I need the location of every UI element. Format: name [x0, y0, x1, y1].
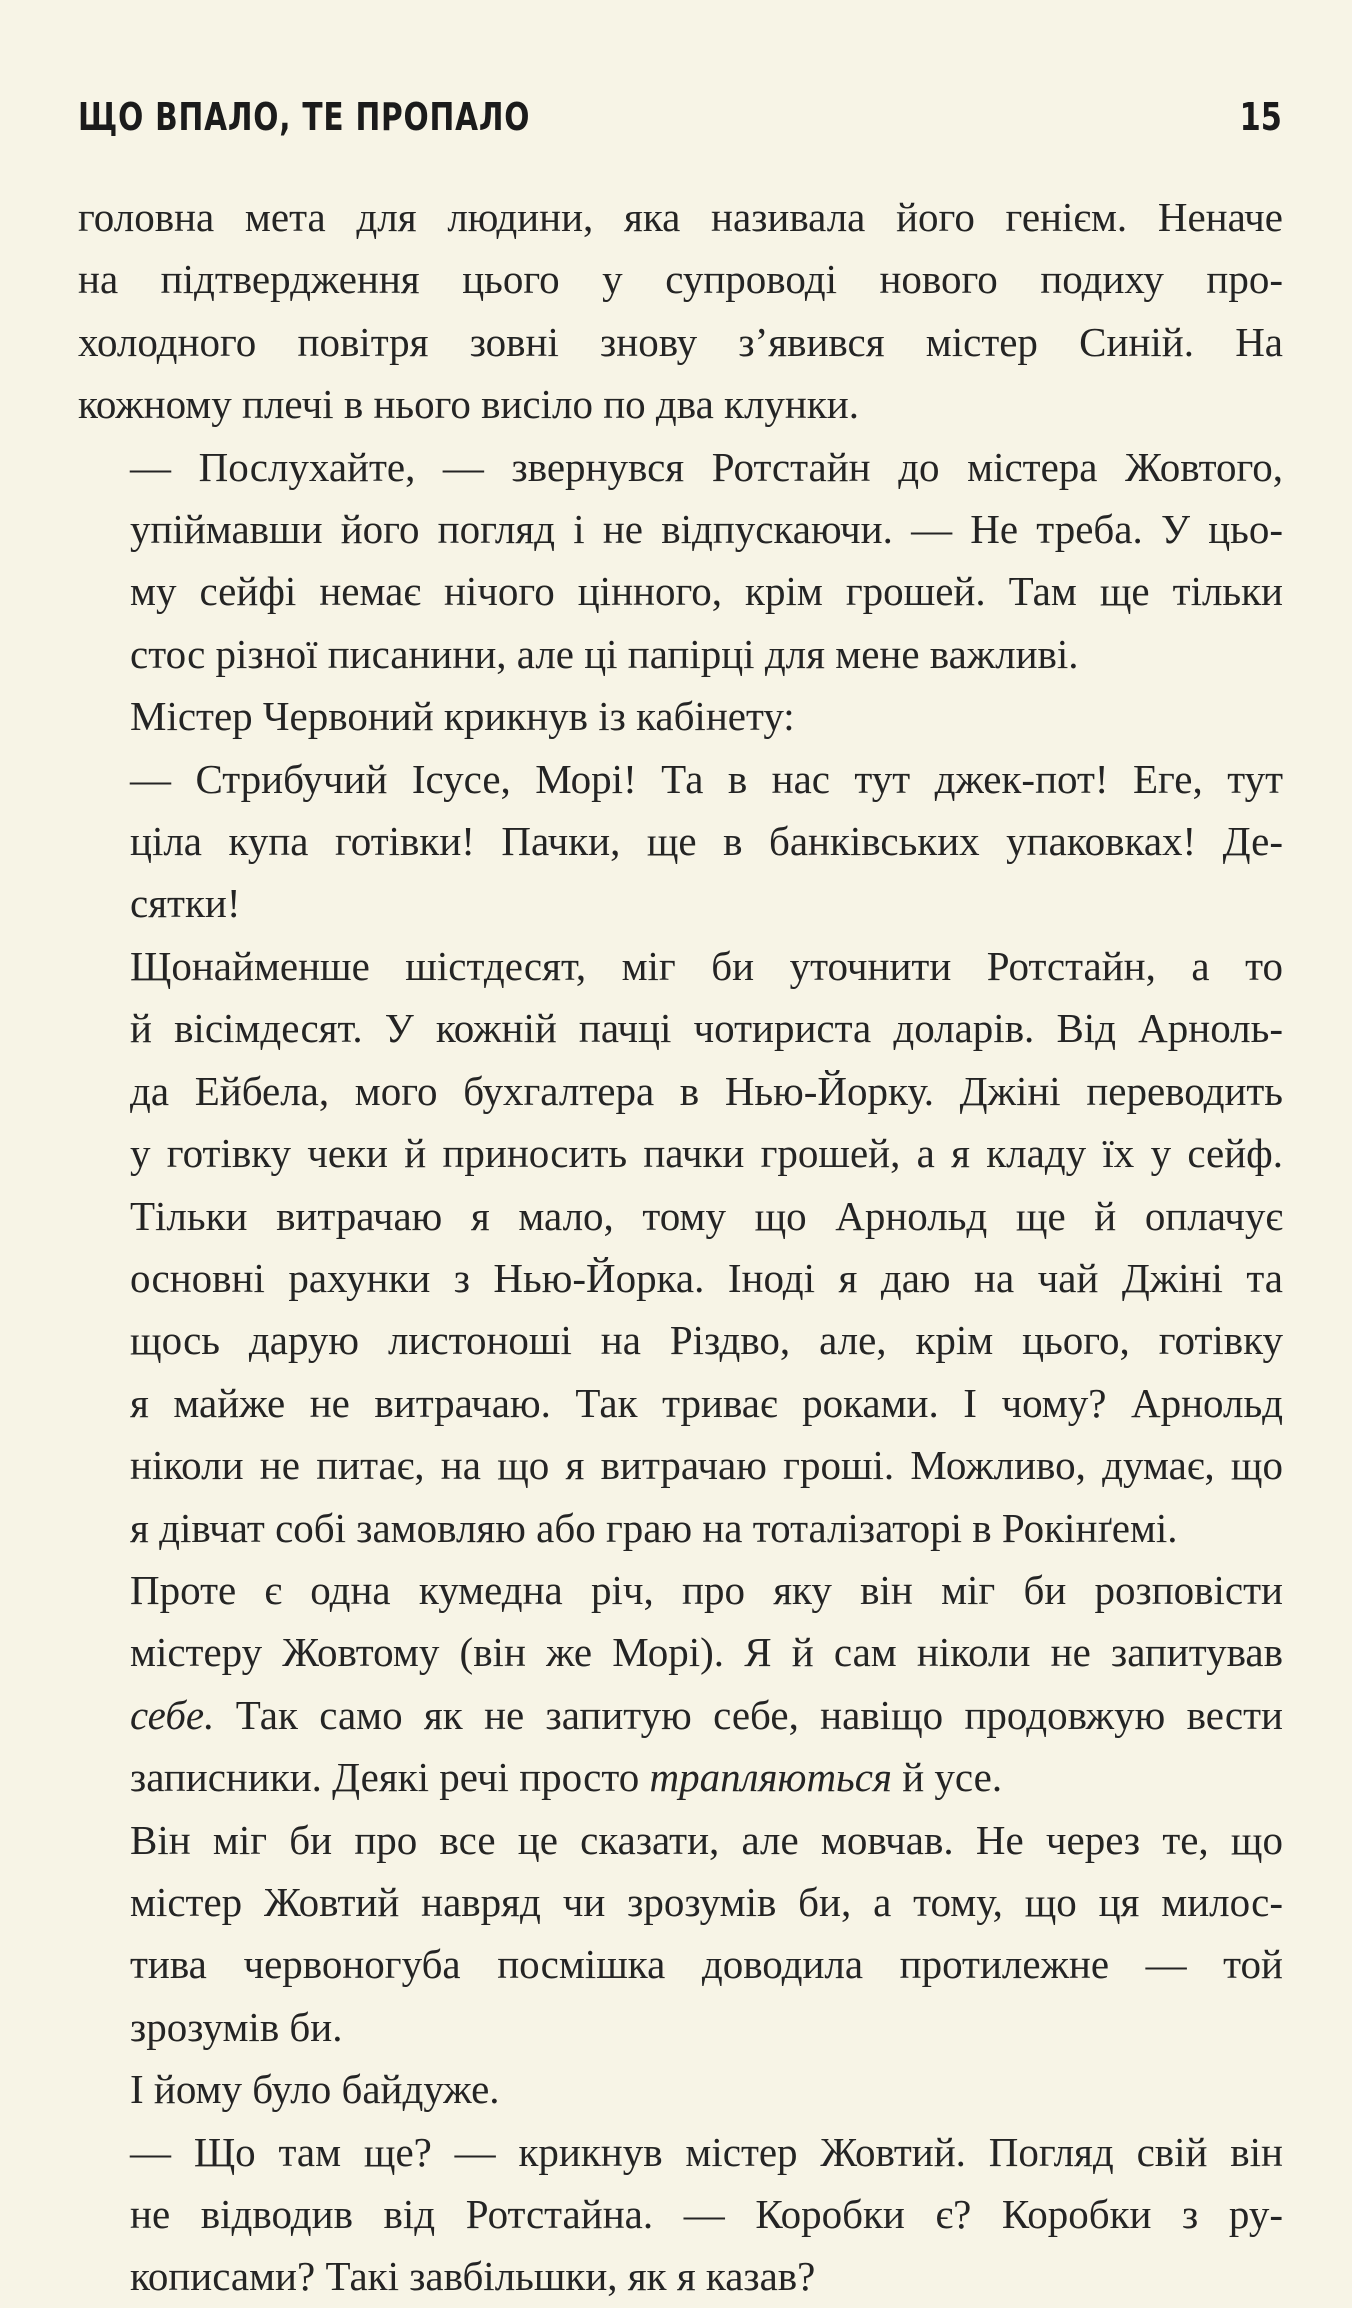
text-line: да Ейбела, мого бухгалтера в Нью-Йорку. Джіні переводить: [130, 1067, 1283, 1114]
text-line: І йому було байдуже.: [130, 2066, 500, 2113]
paragraph: [78, 1559, 1283, 1809]
text-line: холодного повітря зовні знову з’явився містер Синій. На: [78, 318, 1283, 365]
text-line: головна мета для людини, яка називала його генієм. Неначе: [78, 194, 1283, 240]
text-line: містер Жовтий навряд чи зрозумів би, а тому, що ця милос-: [130, 1878, 1283, 1925]
text-line: щось дарую листоноші на Різдво, але, крім цього, готівку: [130, 1317, 1283, 1364]
paragraph: [78, 748, 1283, 935]
text-line: не відводив від Ротстайна. — Коробки є? Коробки з ру-: [130, 2191, 1283, 2237]
text-line: на підтвердження цього у супроводі нового подиху про-: [78, 256, 1283, 303]
page-header: [78, 95, 1282, 155]
paragraph: [78, 685, 1283, 747]
text-line: ніколи не питає, на що я витрачаю гроші. Можливо, думає, що: [130, 1442, 1283, 1489]
body-text: [78, 186, 1283, 2308]
text-line: Щонайменше шістдесят, міг би уточнити Ротстайн, а то: [130, 942, 1283, 989]
text-line: себе. Так само як не запитую себе, навіщо продовжую вести: [130, 1691, 1283, 1738]
text-line: Він міг би про все це сказати, але мовчав. Не через те, що: [130, 1816, 1283, 1863]
text-line: — Послухайте, — звернувся Ротстайн до містера Жовтого,: [130, 443, 1283, 490]
running-title: ЩО ВПАЛО, ТЕ ПРОПАЛО: [78, 95, 531, 139]
text-line: записники. Деякі речі просто трапляються й усе.: [130, 1754, 1003, 1801]
text-line: — Стрибучий Ісусе, Морі! Та в нас тут джек-пот! Еге, тут: [130, 755, 1283, 802]
page-number: 15: [1239, 95, 1282, 139]
text-line: сятки!: [130, 880, 241, 927]
text-line: Проте є одна кумедна річ, про яку він міг би розповісти: [130, 1566, 1283, 1613]
text-line: — Що там ще? — крикнув містер Жовтий. Погляд свій він: [130, 2128, 1283, 2175]
text-line: Тільки витрачаю я мало, тому що Арнольд ще й оплачує: [130, 1192, 1283, 1239]
paragraph: [78, 1809, 1283, 2059]
text-line: у готівку чеки й приносить пачки грошей, а я кладу їх у сейф.: [130, 1130, 1283, 1177]
text-line: зрозумів би.: [130, 2003, 343, 2050]
paragraph: [78, 2121, 1283, 2308]
text-line: містеру Жовтому (він же Морі). Я й сам ніколи не запитував: [130, 1629, 1283, 1676]
text-line: тива червоногуба посмішка доводила протилежне — той: [130, 1941, 1283, 1988]
paragraph: [78, 2058, 1283, 2120]
text-line: стос різної писанини, але ці папірці для мене важливі.: [130, 630, 1079, 677]
paragraph: [78, 186, 1283, 436]
text-line: й вісімдесят. У кожній пачці чотириста доларів. Від Арноль-: [130, 1005, 1283, 1052]
text-line: кожному плечі в нього висіло по два клунки.: [78, 381, 859, 428]
paragraph: [78, 436, 1283, 686]
text-line: я майже не витрачаю. Так триває роками. І чому? Арнольд: [130, 1379, 1283, 1426]
text-line: упіймавши його погляд і не відпускаючи. — Не треба. У цьо-: [130, 506, 1283, 553]
text-line: му сейфі немає нічого цінного, крім грошей. Там ще тільки: [130, 568, 1283, 615]
text-line: основні рахунки з Нью-Йорка. Іноді я даю на чай Джіні та: [130, 1254, 1283, 1301]
text-line: ціла купа готівки! Пачки, ще в банківських упаковках! Де-: [130, 818, 1283, 865]
text-line: я дівчат собі замовляю або граю на тоталізаторі в Рокінґемі.: [130, 1504, 1178, 1551]
text-line: Містер Червоний крикнув із кабінету:: [130, 693, 795, 740]
text-line: кописами? Такі завбільшки, як я казав?: [130, 2253, 816, 2300]
paragraph: [78, 935, 1283, 1559]
